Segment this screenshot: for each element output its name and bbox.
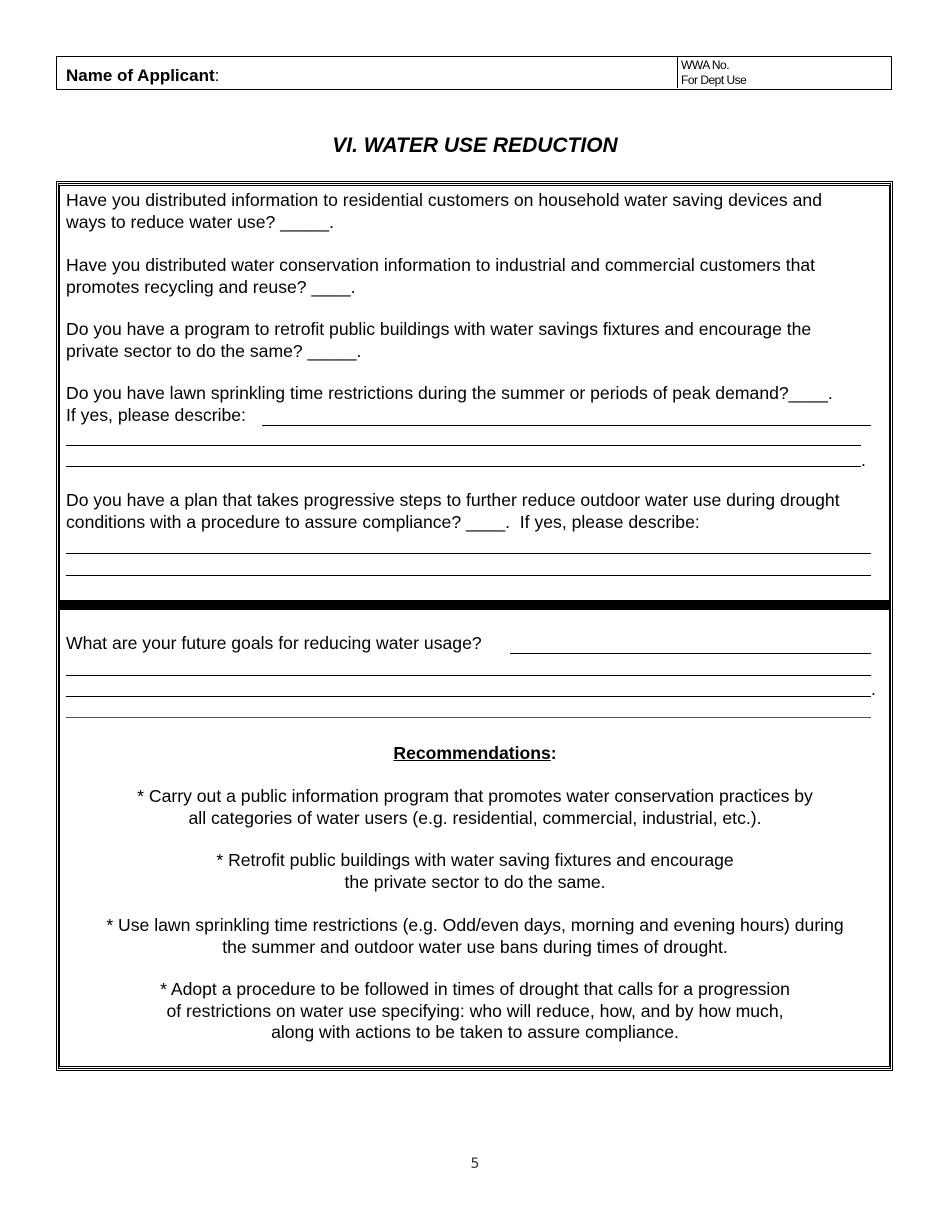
recommendation-2-line-2: the private sector to do the same.	[344, 871, 606, 892]
dept-use-label: For Dept Use	[681, 73, 747, 87]
recommendations-heading	[0, 743, 950, 764]
question-6-line-1: What are your future goals for reducing water usage?	[66, 633, 482, 653]
applicant-label: Name of Applicant	[66, 66, 215, 85]
recommendation-2	[60, 850, 890, 893]
answer-line-q5-1[interactable]	[66, 553, 871, 554]
recommendation-4-line-1: * Adopt a procedure to be followed in times of drought that calls for a progression	[160, 979, 790, 999]
recommendations-heading-text: Recommendations	[393, 743, 551, 763]
question-4-period: .	[861, 450, 866, 470]
question-1-line-1: Have you distributed information to residential customers on household water saving devices and	[66, 190, 822, 210]
recommendation-4	[60, 979, 890, 1044]
answer-line-q5-2[interactable]	[66, 575, 871, 576]
applicant-header-box	[56, 56, 892, 90]
question-4-line-1: Do you have lawn sprinkling time restrictions during the summer or periods of peak demand?____.	[66, 383, 833, 403]
answer-line-q6-2[interactable]	[66, 675, 871, 676]
recommendation-3	[60, 915, 890, 958]
wwa-number-label: WWA No.	[681, 58, 730, 72]
dept-use-cell	[677, 57, 891, 88]
answer-line-q4-3[interactable]	[66, 466, 861, 467]
question-2-line-1: Have you distributed water conservation information to industrial and commercial customers that	[66, 255, 816, 275]
question-1-line-2: ways to reduce water use? _____.	[66, 212, 334, 232]
recommendation-3-line-1: * Use lawn sprinkling time restrictions (e.g. Odd/even days, morning and evening hours) during	[106, 915, 844, 935]
question-3-line-2: private sector to do the same? _____.	[66, 341, 362, 361]
recommendation-1	[60, 786, 890, 829]
question-3-line-1: Do you have a program to retrofit public buildings with water savings fixtures and encourage the	[66, 319, 812, 339]
section-title: VI. WATER USE REDUCTION	[332, 134, 618, 157]
answer-line-q4-2[interactable]	[66, 445, 861, 446]
applicant-name-field[interactable]	[66, 66, 219, 86]
section-divider-bar	[60, 600, 890, 610]
answer-line-q6-4[interactable]	[66, 717, 871, 718]
recommendation-3-line-2: the summer and outdoor water use bans during times of drought.	[222, 936, 728, 957]
answer-line-q6-3[interactable]	[66, 696, 871, 697]
question-6-period: .	[871, 679, 876, 699]
recommendation-4-line-2: of restrictions on water use specifying: who will reduce, how, and by how much,	[166, 1000, 784, 1021]
page-number: 5	[470, 1156, 480, 1172]
answer-line-q4-1[interactable]	[262, 425, 871, 426]
recommendation-1-line-2: all categories of water users (e.g. residential, commercial, industrial, etc.).	[188, 807, 762, 828]
applicant-colon: :	[214, 66, 220, 85]
recommendation-2-line-1: * Retrofit public buildings with water saving fixtures and encourage	[216, 850, 734, 870]
answer-line-q6-1[interactable]	[510, 653, 871, 654]
question-2-line-2: promotes recycling and reuse? ____.	[66, 277, 356, 297]
recommendation-1-line-1: * Carry out a public information program that promotes water conservation practices by	[137, 786, 813, 806]
recommendations-heading-colon: :	[550, 743, 557, 763]
question-5-line-1: Do you have a plan that takes progressive steps to further reduce outdoor water use during drought	[66, 490, 840, 510]
question-4-line-2: If yes, please describe:	[66, 405, 246, 425]
recommendation-4-line-3: along with actions to be taken to assure compliance.	[271, 1022, 679, 1043]
question-5-line-2: conditions with a procedure to assure compliance? ____. If yes, please describe:	[66, 512, 700, 532]
